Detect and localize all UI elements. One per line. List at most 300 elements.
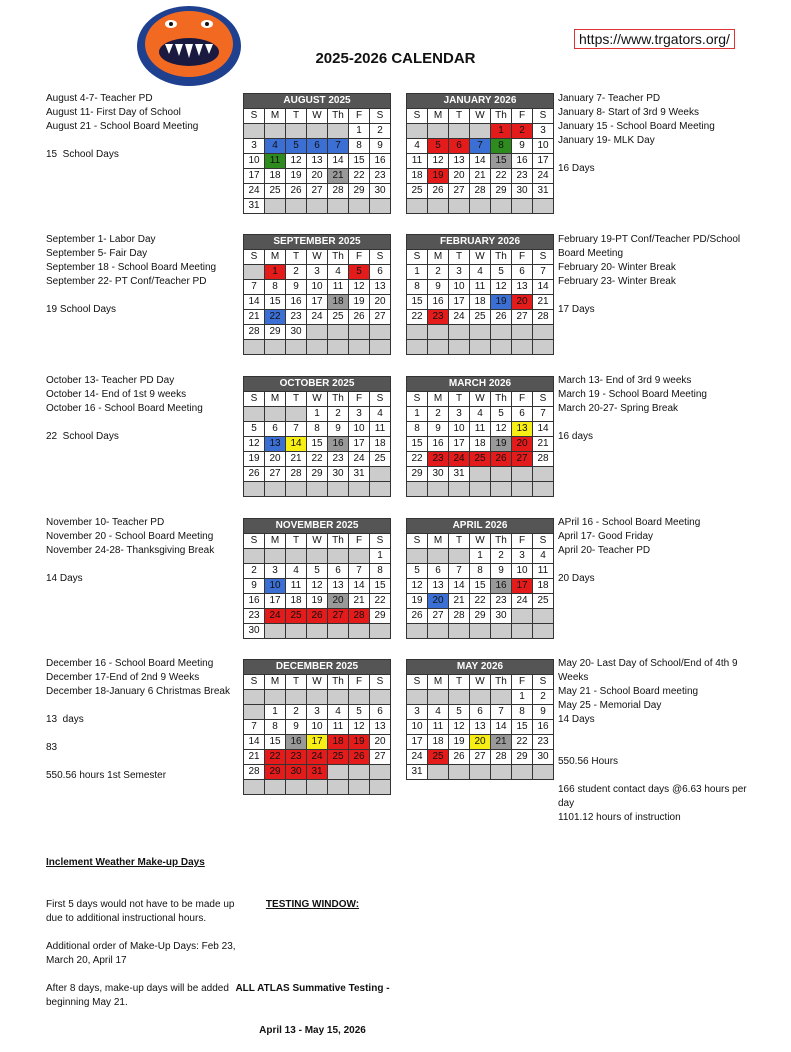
- day-cell: 13: [449, 154, 470, 169]
- inclement-line: [46, 968, 236, 982]
- day-cell: 17: [244, 169, 265, 184]
- note-line: December 16 - School Board Meeting: [46, 658, 214, 669]
- day-cell: 15: [349, 154, 370, 169]
- weekday-header: T: [286, 534, 307, 549]
- left-notes-nov: [46, 516, 236, 586]
- note-line: 14 Days: [558, 714, 595, 725]
- month-title: JANUARY 2026: [407, 94, 554, 109]
- day-cell: 5: [407, 564, 428, 579]
- day-cell: 10: [265, 579, 286, 594]
- day-cell: 22: [407, 310, 428, 325]
- day-cell: 3: [265, 564, 286, 579]
- day-cell: 24: [449, 452, 470, 467]
- month-calendar-april-2026: [406, 518, 554, 639]
- day-cell: 11: [286, 579, 307, 594]
- weekday-header: Th: [491, 534, 512, 549]
- day-cell: [265, 624, 286, 639]
- right-notes-jan: [558, 92, 758, 176]
- day-cell: 30: [286, 325, 307, 340]
- month-calendar-november-2025: [243, 518, 391, 639]
- day-cell: [449, 199, 470, 214]
- day-cell: 6: [449, 139, 470, 154]
- note-line: October 13- Teacher PD Day: [46, 375, 175, 386]
- day-cell: 7: [244, 280, 265, 295]
- day-cell: 2: [428, 265, 449, 280]
- day-cell: 4: [428, 705, 449, 720]
- weekday-header: T: [286, 392, 307, 407]
- day-cell: 28: [449, 609, 470, 624]
- day-cell: 2: [286, 265, 307, 280]
- day-cell: 30: [512, 184, 533, 199]
- day-cell: 11: [470, 280, 491, 295]
- day-cell: 1: [407, 407, 428, 422]
- note-line: September 18 - School Board Meeting: [46, 262, 217, 273]
- day-cell: 31: [407, 765, 428, 780]
- day-cell: 6: [370, 705, 391, 720]
- day-cell: 22: [491, 169, 512, 184]
- day-cell: 8: [265, 280, 286, 295]
- day-cell: 3: [407, 705, 428, 720]
- weekday-header: S: [244, 109, 265, 124]
- day-cell: 18: [407, 169, 428, 184]
- day-cell: 6: [328, 564, 349, 579]
- note-line: April 20- Teacher PD: [558, 545, 651, 556]
- note-line: [46, 727, 236, 741]
- day-cell: 28: [286, 467, 307, 482]
- day-cell: 14: [470, 154, 491, 169]
- weekday-header: W: [470, 392, 491, 407]
- day-cell: 10: [244, 154, 265, 169]
- day-cell: [244, 265, 265, 280]
- day-cell: [349, 325, 370, 340]
- day-cell: 12: [491, 422, 512, 437]
- weekday-header: S: [533, 250, 554, 265]
- day-cell: [244, 124, 265, 139]
- day-cell: [307, 124, 328, 139]
- day-cell: 25: [370, 452, 391, 467]
- day-cell: 25: [328, 750, 349, 765]
- day-cell: [428, 549, 449, 564]
- day-cell: 4: [533, 549, 554, 564]
- website-link[interactable]: https://www.trgators.org/: [574, 29, 735, 49]
- page-title: 2025-2026 CALENDAR: [315, 50, 476, 67]
- note-line: November 10- Teacher PD: [46, 517, 165, 528]
- day-cell: 21: [349, 594, 370, 609]
- inclement-line: Additional order of Make-Up Days: Feb 23, March 20, April 17: [46, 941, 239, 966]
- day-cell: 9: [491, 564, 512, 579]
- day-cell: [328, 482, 349, 497]
- day-cell: 24: [244, 184, 265, 199]
- day-cell: [307, 482, 328, 497]
- day-cell: 16: [533, 720, 554, 735]
- note-line: December 17-End of 2nd 9 Weeks: [46, 672, 200, 683]
- note-line: 17 Days: [558, 304, 595, 315]
- day-cell: 16: [491, 579, 512, 594]
- day-cell: [407, 325, 428, 340]
- day-cell: [328, 765, 349, 780]
- day-cell: 22: [349, 169, 370, 184]
- day-cell: [428, 325, 449, 340]
- day-cell: 13: [307, 154, 328, 169]
- note-line: January 8- Start of 3rd 9 Weeks: [558, 107, 699, 118]
- day-cell: [244, 482, 265, 497]
- day-cell: 22: [512, 735, 533, 750]
- day-cell: 10: [307, 280, 328, 295]
- day-cell: 16: [286, 295, 307, 310]
- day-cell: 17: [307, 295, 328, 310]
- day-cell: [470, 325, 491, 340]
- day-cell: 17: [533, 154, 554, 169]
- day-cell: 22: [470, 594, 491, 609]
- day-cell: 16: [512, 154, 533, 169]
- day-cell: [491, 482, 512, 497]
- inclement-line: After 8 days, make-up days will be added beginning May 21.: [46, 983, 232, 1008]
- day-cell: 1: [349, 124, 370, 139]
- day-cell: 11: [265, 154, 286, 169]
- weekday-header: T: [286, 250, 307, 265]
- month-calendar-january-2026: [406, 93, 554, 214]
- day-cell: 9: [286, 720, 307, 735]
- day-cell: [370, 467, 391, 482]
- day-cell: 30: [328, 467, 349, 482]
- day-cell: 24: [533, 169, 554, 184]
- day-cell: 26: [407, 609, 428, 624]
- day-cell: 13: [328, 579, 349, 594]
- weekday-header: F: [349, 534, 370, 549]
- day-cell: 18: [428, 735, 449, 750]
- day-cell: 1: [307, 407, 328, 422]
- day-cell: [328, 124, 349, 139]
- day-cell: 29: [370, 609, 391, 624]
- day-cell: [328, 199, 349, 214]
- day-cell: 26: [349, 750, 370, 765]
- day-cell: [470, 340, 491, 355]
- day-cell: 12: [491, 280, 512, 295]
- day-cell: 6: [512, 407, 533, 422]
- day-cell: [428, 124, 449, 139]
- note-line: October 16 - School Board Meeting: [46, 403, 203, 414]
- day-cell: 20: [428, 594, 449, 609]
- day-cell: 13: [512, 280, 533, 295]
- day-cell: [449, 765, 470, 780]
- day-cell: [491, 340, 512, 355]
- day-cell: 30: [244, 624, 265, 639]
- day-cell: 30: [428, 467, 449, 482]
- day-cell: 26: [428, 184, 449, 199]
- day-cell: 23: [370, 169, 391, 184]
- day-cell: [512, 624, 533, 639]
- day-cell: 6: [512, 265, 533, 280]
- day-cell: 28: [533, 310, 554, 325]
- day-cell: 8: [512, 705, 533, 720]
- day-cell: 28: [491, 750, 512, 765]
- day-cell: [512, 765, 533, 780]
- weekday-header: S: [407, 675, 428, 690]
- weekday-header: S: [533, 675, 554, 690]
- day-cell: 22: [370, 594, 391, 609]
- day-cell: 10: [407, 720, 428, 735]
- weekday-header: M: [428, 392, 449, 407]
- day-cell: [533, 467, 554, 482]
- day-cell: 30: [286, 765, 307, 780]
- day-cell: 19: [307, 594, 328, 609]
- day-cell: 5: [349, 705, 370, 720]
- day-cell: 4: [328, 265, 349, 280]
- month-title: OCTOBER 2025: [244, 377, 391, 392]
- weekday-header: S: [407, 109, 428, 124]
- day-cell: [349, 340, 370, 355]
- weekday-header: S: [244, 250, 265, 265]
- day-cell: [512, 325, 533, 340]
- day-cell: 14: [244, 735, 265, 750]
- day-cell: [244, 690, 265, 705]
- day-cell: 23: [286, 750, 307, 765]
- weekday-header: T: [286, 109, 307, 124]
- day-cell: [265, 690, 286, 705]
- day-cell: [428, 482, 449, 497]
- note-line: [46, 134, 236, 148]
- day-cell: [286, 780, 307, 795]
- day-cell: [470, 124, 491, 139]
- day-cell: 17: [449, 295, 470, 310]
- day-cell: 5: [286, 139, 307, 154]
- day-cell: [370, 482, 391, 497]
- day-cell: 23: [286, 310, 307, 325]
- day-cell: 28: [244, 765, 265, 780]
- note-line: 1101.12 hours of instruction: [558, 812, 681, 823]
- day-cell: 16: [286, 735, 307, 750]
- day-cell: 6: [370, 265, 391, 280]
- day-cell: 19: [244, 452, 265, 467]
- day-cell: [307, 549, 328, 564]
- day-cell: 21: [491, 735, 512, 750]
- day-cell: 12: [449, 720, 470, 735]
- day-cell: [449, 549, 470, 564]
- day-cell: 23: [428, 452, 449, 467]
- day-cell: [407, 340, 428, 355]
- day-cell: 17: [449, 437, 470, 452]
- day-cell: [328, 549, 349, 564]
- weekday-header: Th: [328, 250, 349, 265]
- day-cell: [407, 549, 428, 564]
- day-cell: 5: [428, 139, 449, 154]
- weekday-header: S: [533, 392, 554, 407]
- weekday-header: W: [307, 675, 328, 690]
- day-cell: 17: [265, 594, 286, 609]
- weekday-header: F: [349, 675, 370, 690]
- month-calendar-march-2026: [406, 376, 554, 497]
- day-cell: 27: [370, 750, 391, 765]
- inclement-line: First 5 days would not have to be made up due to additional instructional hours.: [46, 899, 238, 924]
- day-cell: 29: [349, 184, 370, 199]
- day-cell: 17: [512, 579, 533, 594]
- day-cell: 7: [244, 720, 265, 735]
- day-cell: [328, 690, 349, 705]
- note-line: November 20 - School Board Meeting: [46, 531, 214, 542]
- day-cell: 30: [370, 184, 391, 199]
- day-cell: [328, 780, 349, 795]
- note-line: 20 Days: [558, 573, 595, 584]
- weekday-header: W: [307, 109, 328, 124]
- note-line: August 21 - School Board Meeting: [46, 121, 199, 132]
- day-cell: 25: [407, 184, 428, 199]
- weekday-header: T: [449, 109, 470, 124]
- day-cell: [533, 624, 554, 639]
- month-title: FEBRUARY 2026: [407, 235, 554, 250]
- day-cell: [533, 765, 554, 780]
- day-cell: 15: [370, 579, 391, 594]
- day-cell: [307, 325, 328, 340]
- note-line: March 20-27- Spring Break: [558, 403, 679, 414]
- day-cell: 9: [286, 280, 307, 295]
- day-cell: 31: [349, 467, 370, 482]
- day-cell: [286, 482, 307, 497]
- day-cell: [307, 624, 328, 639]
- day-cell: 27: [449, 184, 470, 199]
- day-cell: 23: [491, 594, 512, 609]
- day-cell: 3: [449, 407, 470, 422]
- day-cell: 3: [244, 139, 265, 154]
- weekday-header: T: [449, 392, 470, 407]
- day-cell: 27: [512, 310, 533, 325]
- right-notes-may: [558, 657, 758, 825]
- day-cell: 29: [491, 184, 512, 199]
- day-cell: [491, 467, 512, 482]
- day-cell: 7: [491, 705, 512, 720]
- note-line: [558, 727, 758, 741]
- day-cell: 11: [407, 154, 428, 169]
- weekday-header: S: [370, 392, 391, 407]
- day-cell: 21: [244, 750, 265, 765]
- day-cell: 8: [307, 422, 328, 437]
- day-cell: 29: [265, 325, 286, 340]
- note-line: [46, 755, 236, 769]
- day-cell: 14: [328, 154, 349, 169]
- day-cell: 20: [470, 735, 491, 750]
- day-cell: [328, 340, 349, 355]
- day-cell: 18: [470, 295, 491, 310]
- weekday-header: W: [307, 534, 328, 549]
- weekday-header: S: [407, 534, 428, 549]
- note-line: May 21 - School Board meeting: [558, 686, 699, 697]
- day-cell: 5: [349, 265, 370, 280]
- day-cell: [265, 482, 286, 497]
- day-cell: 5: [307, 564, 328, 579]
- day-cell: 11: [328, 280, 349, 295]
- day-cell: 1: [265, 705, 286, 720]
- day-cell: 20: [265, 452, 286, 467]
- day-cell: [265, 199, 286, 214]
- day-cell: 10: [449, 422, 470, 437]
- day-cell: [470, 765, 491, 780]
- note-line: [46, 699, 236, 713]
- day-cell: 2: [328, 407, 349, 422]
- day-cell: 27: [370, 310, 391, 325]
- day-cell: 14: [449, 579, 470, 594]
- day-cell: 29: [470, 609, 491, 624]
- day-cell: 1: [512, 690, 533, 705]
- day-cell: [265, 124, 286, 139]
- day-cell: [407, 199, 428, 214]
- day-cell: 20: [512, 437, 533, 452]
- day-cell: 26: [349, 310, 370, 325]
- weekday-header: S: [370, 109, 391, 124]
- day-cell: 10: [533, 139, 554, 154]
- day-cell: 23: [512, 169, 533, 184]
- weekday-header: S: [407, 250, 428, 265]
- day-cell: 21: [328, 169, 349, 184]
- day-cell: [244, 780, 265, 795]
- note-line: [558, 289, 758, 303]
- left-notes-aug: [46, 92, 236, 162]
- day-cell: 27: [470, 750, 491, 765]
- day-cell: [286, 340, 307, 355]
- day-cell: 13: [370, 280, 391, 295]
- day-cell: 24: [307, 750, 328, 765]
- day-cell: [370, 325, 391, 340]
- day-cell: 2: [533, 690, 554, 705]
- day-cell: 13: [428, 579, 449, 594]
- note-line: [558, 558, 758, 572]
- weekday-header: Th: [328, 109, 349, 124]
- weekday-header: M: [428, 250, 449, 265]
- weekday-header: F: [512, 250, 533, 265]
- day-cell: 1: [491, 124, 512, 139]
- weekday-header: T: [449, 675, 470, 690]
- day-cell: 31: [449, 467, 470, 482]
- day-cell: [328, 624, 349, 639]
- day-cell: 9: [244, 579, 265, 594]
- day-cell: 25: [328, 310, 349, 325]
- note-line: November 24-28- Thanksgiving Break: [46, 545, 215, 556]
- day-cell: [470, 199, 491, 214]
- day-cell: 2: [286, 705, 307, 720]
- weekday-header: Th: [328, 392, 349, 407]
- day-cell: 2: [244, 564, 265, 579]
- note-line: [558, 416, 758, 430]
- day-cell: 31: [533, 184, 554, 199]
- day-cell: 27: [307, 184, 328, 199]
- day-cell: [449, 624, 470, 639]
- day-cell: 19: [428, 169, 449, 184]
- day-cell: [491, 325, 512, 340]
- day-cell: 23: [328, 452, 349, 467]
- day-cell: 12: [244, 437, 265, 452]
- day-cell: 25: [286, 609, 307, 624]
- day-cell: [349, 482, 370, 497]
- day-cell: 23: [244, 609, 265, 624]
- weekday-header: S: [244, 392, 265, 407]
- day-cell: 8: [265, 720, 286, 735]
- note-line: 19 School Days: [46, 304, 117, 315]
- day-cell: 25: [265, 184, 286, 199]
- note-line: [46, 416, 236, 430]
- day-cell: [307, 780, 328, 795]
- day-cell: 6: [307, 139, 328, 154]
- day-cell: 9: [533, 705, 554, 720]
- day-cell: [533, 609, 554, 624]
- day-cell: [449, 340, 470, 355]
- day-cell: [533, 199, 554, 214]
- weekday-header: M: [428, 109, 449, 124]
- weekday-header: T: [286, 675, 307, 690]
- day-cell: 3: [449, 265, 470, 280]
- day-cell: 4: [328, 705, 349, 720]
- day-cell: 16: [428, 295, 449, 310]
- note-line: January 15 - School Board Meeting: [558, 121, 715, 132]
- day-cell: 18: [370, 437, 391, 452]
- day-cell: 27: [328, 609, 349, 624]
